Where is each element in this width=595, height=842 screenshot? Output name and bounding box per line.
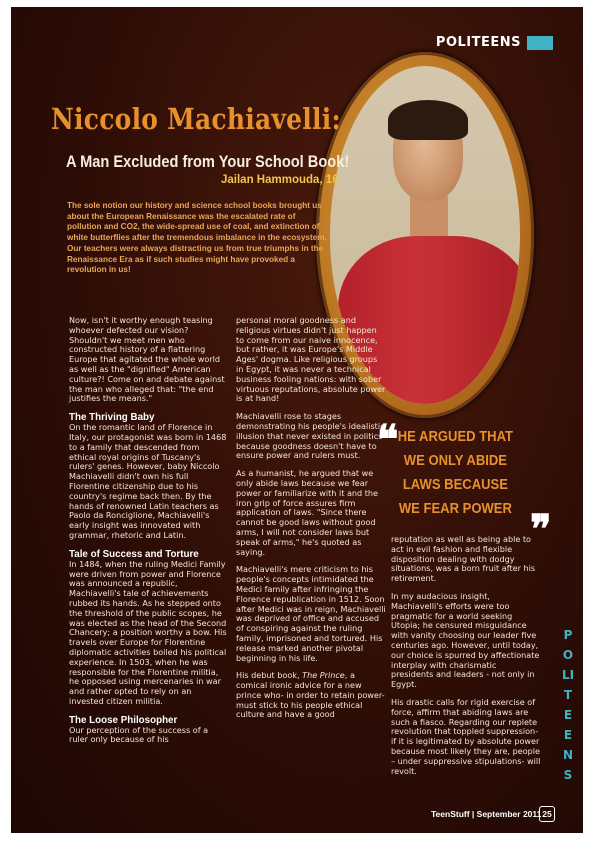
pull-quote-line: WE ONLY ABIDE	[403, 453, 508, 469]
section-heading-loose-philosopher: The Loose Philosopher	[69, 714, 178, 726]
paragraph: Now, isn't it worthy enough teasing whoever defected our vision? Shouldn't we meet men who constructed history of a flattering Europe that agitated the whole world as well as the "dignified" American culture?! Come on and debate against the man who alleged that: "the end justifies the means."	[69, 315, 225, 404]
magazine-page	[11, 7, 583, 833]
paragraph: In my audacious insight, Machiavelli's efforts were too pragmatic for a world seeking Utopia; he censured misguidance with vanity choosing our leader five centuries ago. However, until today, our choice is spurred by affectionate interplay with charismatic presidents and leaders - not only in Egypt.	[391, 590, 540, 690]
book-title: The Prince	[302, 670, 345, 681]
paragraph: personal moral goodness and religious virtues didn't just happen to come from our naive innocence, but rather, it was Europe's Middle Ages' dogma. Like religious groups in Egypt, it was never a technical business fooling nations: with sober virtuous reputations, absolute power is at hand!	[236, 315, 386, 404]
page-number: 25	[539, 806, 555, 822]
section-tag-label: POLITEENS	[435, 35, 521, 50]
article-column-2	[236, 316, 386, 728]
paragraph: reputation as well as being able to act in evil fashion and flexible disposition dealing with dodgy situations, was a born fruit after his retirement.	[391, 534, 536, 584]
paragraph: His drastic calls for rigid exercise of force, affirm that abiding laws are such a fiasco. Regarding our replete revolution that toppled suppression- if it is legitimated by absolute power because most likely they are, people – under suppressive stipulations- will revolt.	[391, 696, 541, 776]
section-tag-bar	[527, 36, 553, 50]
pull-quote-line: HE ARGUED THAT	[397, 429, 514, 445]
close-quote-icon: ❞	[530, 506, 552, 553]
footer-credit: TeenStuff | September 2011	[431, 809, 542, 819]
pull-quote	[396, 425, 515, 521]
paragraph: On the romantic land of Florence in Italy, our protagonist was born in 1468 to a family that descended from ethical royal origins of Tuscany's rulers' genes. However, baby Niccolo Machiavelli didn't own his full Florentine citizenship due to his country's regime back then. By the hands of renowned Latin teachers as Paolo da Ronciglione, Machiavelli's early insight was innovated with grammar, rhetoric and Latin.	[69, 422, 227, 540]
article-intro: The sole notion our history and science school books brought us about the European Renaissance was the escalated rate of pollution and CO2, the wide-spread use of coal, and extinction of white butterflies after the tremendous imbalance in the ecosystem. Our teachers were always distracting us from true triumphs in the Renaissance Era as if such studies might have provoked a revolution in us!	[67, 201, 327, 275]
pull-quote-line: LAWS BECAUSE	[402, 477, 508, 493]
section-tag	[436, 33, 553, 52]
article-column-3	[391, 535, 541, 784]
section-heading-success-torture: Tale of Success and Torture	[69, 548, 199, 560]
article-subtitle: A Man Excluded from Your School Book!	[66, 152, 350, 171]
paragraph	[236, 671, 386, 720]
text-run: His debut book,	[236, 670, 303, 681]
pull-quote-line: WE FEAR POWER	[398, 501, 512, 517]
article-author: Jailan Hammouda, 16	[221, 174, 339, 186]
article-column-1	[69, 316, 227, 753]
portrait-neck	[410, 196, 448, 236]
paragraph: Machiavelli rose to stages demonstrating his people's idealistic illusion that never existed in politics because goodness doesn't have to ensure power and rulers must.	[236, 411, 385, 461]
section-heading-thriving-baby: The Thriving Baby	[69, 412, 155, 424]
paragraph: In 1484, when the ruling Medici Family were driven from power and Florence was announced a republic, Machiavelli's tale of achievements rubbed its hands. As he stepped onto the threshold of the public scopes, he was elected as the head of the Second Chancery; a position worthy a bow. His travels over Europe for Florentine diplomatic activities boiled his political experience. In 1503, when he was responsible for the Florentine militia, he opposed using mercenaries in war and rather opted to rely on an invested citizen militia.	[69, 558, 227, 706]
open-quote-icon: ❝	[377, 416, 399, 463]
paragraph: Machiavelli's mere criticism to his people's concepts intimidated the Medici family after infringing the Florence republication in 1512. Soon after Medici was in reign, Machiavelli was deprived of office and accused of conspiring against the ruling family, imprisoned and tortured. His release marked another pivotal beginning in his life.	[236, 564, 386, 663]
article-title: Niccolo Machiavelli:	[51, 102, 341, 136]
paragraph: Our perception of the success of a ruler only because of his	[69, 724, 209, 745]
portrait-hair	[388, 100, 468, 140]
vertical-section-label: POLITEENS	[561, 628, 575, 782]
text-run: , a comical ironic advice for a new prince who- in order to retain power- must stick to his people ethical culture and have a good	[236, 670, 385, 720]
paragraph: As a humanist, he argued that we only abide laws because we fear power or familiarize with it and the iron grip of force assures firm application of laws. "Since there cannot be good laws without good arms, I will not consider laws but speak of arms," he's quoted as saying.	[236, 468, 379, 557]
